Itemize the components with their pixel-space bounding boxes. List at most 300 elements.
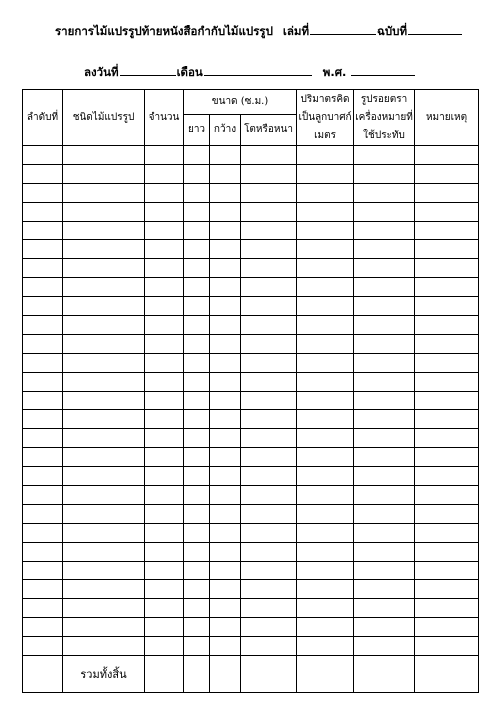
- table-cell[interactable]: [145, 240, 184, 259]
- table-cell[interactable]: [184, 618, 210, 637]
- table-cell[interactable]: [354, 297, 415, 316]
- table-cell[interactable]: [415, 202, 479, 221]
- table-cell[interactable]: [210, 353, 241, 372]
- table-row: [23, 146, 479, 165]
- table-cell[interactable]: [63, 164, 145, 183]
- table-cell[interactable]: [210, 334, 241, 353]
- table-cell[interactable]: [210, 504, 241, 523]
- table-cell[interactable]: [23, 259, 63, 278]
- table-cell[interactable]: [145, 523, 184, 542]
- table-cell[interactable]: [297, 202, 354, 221]
- table-row: [23, 240, 479, 259]
- col-header-length: ยาว: [184, 115, 210, 146]
- table-cell[interactable]: [184, 297, 210, 316]
- table-cell[interactable]: [184, 467, 210, 486]
- table-cell[interactable]: [415, 580, 479, 599]
- table-cell[interactable]: [145, 618, 184, 637]
- table-cell[interactable]: [23, 146, 63, 165]
- table-cell[interactable]: [241, 334, 297, 353]
- table-cell[interactable]: [145, 467, 184, 486]
- table-cell[interactable]: [415, 618, 479, 637]
- table-cell[interactable]: [241, 429, 297, 448]
- table-cell[interactable]: [415, 486, 479, 505]
- table-cell[interactable]: [23, 391, 63, 410]
- table-cell[interactable]: [210, 467, 241, 486]
- total-cell[interactable]: [354, 656, 415, 693]
- col-header-volume: ปริมาตรคิดเป็นลูกบาศก์เมตร: [297, 90, 354, 146]
- table-cell[interactable]: [184, 334, 210, 353]
- table-cell[interactable]: [63, 448, 145, 467]
- table-cell[interactable]: [415, 221, 479, 240]
- table-cell[interactable]: [354, 504, 415, 523]
- table-row: [23, 334, 479, 353]
- table-cell[interactable]: [415, 429, 479, 448]
- table-cell[interactable]: [297, 467, 354, 486]
- table-cell[interactable]: [210, 278, 241, 297]
- table-cell[interactable]: [415, 297, 479, 316]
- table-cell[interactable]: [297, 410, 354, 429]
- table-cell[interactable]: [63, 599, 145, 618]
- table-cell[interactable]: [184, 259, 210, 278]
- table-cell[interactable]: [297, 448, 354, 467]
- table-row: [23, 580, 479, 599]
- year-label: พ.ศ.: [322, 65, 347, 79]
- table-cell[interactable]: [415, 391, 479, 410]
- table-cell[interactable]: [297, 561, 354, 580]
- table-row: [23, 391, 479, 410]
- table-cell[interactable]: [354, 467, 415, 486]
- total-row: [23, 656, 479, 693]
- table-cell[interactable]: [145, 599, 184, 618]
- table-cell[interactable]: [241, 183, 297, 202]
- table-cell[interactable]: [63, 259, 145, 278]
- table-cell[interactable]: [184, 523, 210, 542]
- table-cell[interactable]: [297, 240, 354, 259]
- table-row: [23, 523, 479, 542]
- table-row: [23, 164, 479, 183]
- table-cell[interactable]: [297, 146, 354, 165]
- table-cell[interactable]: [241, 410, 297, 429]
- table-cell[interactable]: [241, 316, 297, 335]
- table-cell[interactable]: [415, 637, 479, 656]
- table-cell[interactable]: [184, 353, 210, 372]
- table-cell[interactable]: [241, 240, 297, 259]
- table-cell[interactable]: [145, 580, 184, 599]
- table-cell[interactable]: [23, 164, 63, 183]
- table-cell[interactable]: [241, 448, 297, 467]
- table-cell[interactable]: [210, 372, 241, 391]
- table-cell[interactable]: [184, 240, 210, 259]
- table-cell[interactable]: [184, 637, 210, 656]
- table-cell[interactable]: [354, 391, 415, 410]
- form-title-line: [55, 22, 463, 41]
- table-cell[interactable]: [297, 504, 354, 523]
- table-cell[interactable]: [145, 504, 184, 523]
- table-cell[interactable]: [241, 146, 297, 165]
- table-cell[interactable]: [23, 240, 63, 259]
- table-cell[interactable]: [23, 316, 63, 335]
- table-cell[interactable]: [415, 146, 479, 165]
- table-cell[interactable]: [145, 448, 184, 467]
- table-cell[interactable]: [241, 372, 297, 391]
- table-row: [23, 542, 479, 561]
- table-cell[interactable]: [23, 221, 63, 240]
- table-cell[interactable]: [241, 164, 297, 183]
- table-cell[interactable]: [297, 486, 354, 505]
- table-cell[interactable]: [145, 164, 184, 183]
- table-cell[interactable]: [210, 316, 241, 335]
- table-cell[interactable]: [297, 221, 354, 240]
- table-cell[interactable]: [297, 372, 354, 391]
- table-cell[interactable]: [184, 221, 210, 240]
- table-cell[interactable]: [415, 599, 479, 618]
- table-cell[interactable]: [184, 278, 210, 297]
- total-cell[interactable]: [23, 656, 63, 693]
- table-cell[interactable]: [297, 580, 354, 599]
- table-cell[interactable]: [241, 504, 297, 523]
- table-cell[interactable]: [63, 523, 145, 542]
- table-cell[interactable]: [210, 164, 241, 183]
- table-cell[interactable]: [241, 523, 297, 542]
- table-cell[interactable]: [145, 542, 184, 561]
- table-cell[interactable]: [63, 429, 145, 448]
- book-number-label: เล่มที่: [282, 24, 310, 38]
- table-cell[interactable]: [415, 353, 479, 372]
- table-cell[interactable]: [210, 561, 241, 580]
- table-cell[interactable]: [184, 561, 210, 580]
- table-cell[interactable]: [63, 316, 145, 335]
- table-cell[interactable]: [23, 448, 63, 467]
- table-cell[interactable]: [210, 618, 241, 637]
- table-row: [23, 504, 479, 523]
- table-cell[interactable]: [145, 391, 184, 410]
- table-cell[interactable]: [23, 429, 63, 448]
- date-label: ลงวันที่: [84, 65, 119, 79]
- total-cell[interactable]: [210, 656, 241, 693]
- table-row: [23, 316, 479, 335]
- table-cell[interactable]: [145, 297, 184, 316]
- table-cell[interactable]: [184, 391, 210, 410]
- table-cell[interactable]: [297, 637, 354, 656]
- total-cell[interactable]: [241, 656, 297, 693]
- table-cell[interactable]: [415, 561, 479, 580]
- table-cell[interactable]: [23, 523, 63, 542]
- table-cell[interactable]: [63, 240, 145, 259]
- table-cell[interactable]: [23, 637, 63, 656]
- table-cell[interactable]: [63, 486, 145, 505]
- table-cell[interactable]: [354, 334, 415, 353]
- total-cell[interactable]: [184, 656, 210, 693]
- lumber-list-table: [22, 89, 479, 693]
- table-cell[interactable]: [297, 334, 354, 353]
- table-cell[interactable]: [415, 316, 479, 335]
- table-cell[interactable]: [241, 637, 297, 656]
- table-cell[interactable]: [415, 504, 479, 523]
- table-cell[interactable]: [23, 561, 63, 580]
- table-cell[interactable]: [184, 542, 210, 561]
- table-cell[interactable]: [145, 316, 184, 335]
- table-cell[interactable]: [354, 183, 415, 202]
- table-cell[interactable]: [415, 372, 479, 391]
- table-cell[interactable]: [23, 542, 63, 561]
- table-cell[interactable]: [210, 410, 241, 429]
- table-cell[interactable]: [415, 334, 479, 353]
- year-field[interactable]: [351, 63, 415, 76]
- table-cell[interactable]: [184, 504, 210, 523]
- table-row: [23, 202, 479, 221]
- table-cell[interactable]: [184, 372, 210, 391]
- table-cell[interactable]: [184, 146, 210, 165]
- table-cell[interactable]: [241, 618, 297, 637]
- table-cell[interactable]: [184, 183, 210, 202]
- col-header-size-group: ขนาด (ซ.ม.): [184, 90, 297, 115]
- table-cell[interactable]: [23, 183, 63, 202]
- table-cell[interactable]: [354, 429, 415, 448]
- book-number-field[interactable]: [310, 22, 376, 35]
- table-cell[interactable]: [23, 410, 63, 429]
- table-cell[interactable]: [23, 467, 63, 486]
- table-cell[interactable]: [210, 542, 241, 561]
- table-cell[interactable]: [23, 580, 63, 599]
- table-cell[interactable]: [63, 202, 145, 221]
- table-cell[interactable]: [63, 580, 145, 599]
- table-cell[interactable]: [145, 221, 184, 240]
- table-cell[interactable]: [297, 542, 354, 561]
- col-header-lumber-type: ชนิดไม้แปรรูป: [63, 90, 145, 146]
- table-cell[interactable]: [241, 202, 297, 221]
- table-cell[interactable]: [297, 164, 354, 183]
- table-cell[interactable]: [354, 410, 415, 429]
- table-row: [23, 410, 479, 429]
- col-header-quantity: จำนวน: [145, 90, 184, 146]
- table-row: [23, 429, 479, 448]
- table-cell[interactable]: [63, 618, 145, 637]
- table-cell[interactable]: [63, 410, 145, 429]
- table-cell[interactable]: [63, 391, 145, 410]
- table-row: [23, 448, 479, 467]
- table-cell[interactable]: [210, 221, 241, 240]
- table-cell[interactable]: [354, 448, 415, 467]
- table-cell[interactable]: [145, 278, 184, 297]
- table-cell[interactable]: [63, 278, 145, 297]
- table-cell[interactable]: [354, 353, 415, 372]
- table-cell[interactable]: [354, 580, 415, 599]
- table-cell[interactable]: [354, 372, 415, 391]
- table-cell[interactable]: [145, 410, 184, 429]
- col-header-remarks: หมายเหตุ: [415, 90, 479, 146]
- table-cell[interactable]: [241, 599, 297, 618]
- table-cell[interactable]: [63, 372, 145, 391]
- copy-number-field[interactable]: [408, 22, 462, 35]
- table-cell[interactable]: [23, 297, 63, 316]
- table-cell[interactable]: [63, 467, 145, 486]
- table-cell[interactable]: [184, 599, 210, 618]
- table-cell[interactable]: [145, 561, 184, 580]
- table-cell[interactable]: [210, 146, 241, 165]
- table-row: [23, 372, 479, 391]
- col-header-seq: ลำดับที่: [23, 90, 63, 146]
- table-cell[interactable]: [354, 561, 415, 580]
- table-cell[interactable]: [241, 542, 297, 561]
- table-cell[interactable]: [297, 297, 354, 316]
- table-cell[interactable]: [354, 486, 415, 505]
- table-cell[interactable]: [23, 372, 63, 391]
- table-cell[interactable]: [297, 316, 354, 335]
- table-cell[interactable]: [241, 561, 297, 580]
- table-cell[interactable]: [184, 410, 210, 429]
- table-cell[interactable]: [210, 448, 241, 467]
- table-cell[interactable]: [23, 599, 63, 618]
- table-cell[interactable]: [210, 486, 241, 505]
- table-cell[interactable]: [297, 599, 354, 618]
- table-cell[interactable]: [354, 316, 415, 335]
- table-cell[interactable]: [415, 183, 479, 202]
- table-cell[interactable]: [23, 278, 63, 297]
- table-row: [23, 618, 479, 637]
- table-cell[interactable]: [145, 429, 184, 448]
- table-cell[interactable]: [63, 504, 145, 523]
- table-cell[interactable]: [145, 334, 184, 353]
- table-row: [23, 297, 479, 316]
- table-cell[interactable]: [415, 523, 479, 542]
- table-cell[interactable]: [297, 353, 354, 372]
- table-cell[interactable]: [241, 580, 297, 599]
- table-cell[interactable]: [415, 240, 479, 259]
- form-date-line: [84, 63, 416, 82]
- month-field[interactable]: [204, 63, 312, 76]
- table-cell[interactable]: [354, 542, 415, 561]
- date-field[interactable]: [120, 63, 176, 76]
- table-cell[interactable]: [210, 391, 241, 410]
- table-cell[interactable]: [354, 164, 415, 183]
- table-cell[interactable]: [145, 353, 184, 372]
- table-cell[interactable]: [354, 146, 415, 165]
- table-cell[interactable]: [145, 183, 184, 202]
- table-cell[interactable]: [297, 429, 354, 448]
- table-cell[interactable]: [63, 353, 145, 372]
- table-cell[interactable]: [241, 486, 297, 505]
- table-cell[interactable]: [210, 599, 241, 618]
- table-cell[interactable]: [297, 259, 354, 278]
- table-cell[interactable]: [23, 504, 63, 523]
- table-cell[interactable]: [241, 353, 297, 372]
- table-cell[interactable]: [241, 278, 297, 297]
- table-cell[interactable]: [184, 316, 210, 335]
- table-cell[interactable]: [354, 259, 415, 278]
- total-cell[interactable]: [415, 656, 479, 693]
- table-cell[interactable]: [415, 448, 479, 467]
- table-cell[interactable]: [297, 183, 354, 202]
- table-cell[interactable]: [23, 486, 63, 505]
- table-cell[interactable]: [145, 637, 184, 656]
- table-cell[interactable]: [415, 259, 479, 278]
- table-cell[interactable]: [354, 221, 415, 240]
- table-cell[interactable]: [23, 618, 63, 637]
- table-row: [23, 221, 479, 240]
- table-cell[interactable]: [210, 202, 241, 221]
- table-cell[interactable]: [415, 164, 479, 183]
- table-row: [23, 637, 479, 656]
- table-cell[interactable]: [63, 183, 145, 202]
- table-cell[interactable]: [415, 278, 479, 297]
- table-cell[interactable]: [415, 542, 479, 561]
- copy-number-label: ฉบับที่: [377, 24, 408, 38]
- table-cell[interactable]: [297, 391, 354, 410]
- table-cell[interactable]: [210, 523, 241, 542]
- table-cell[interactable]: [210, 259, 241, 278]
- table-cell[interactable]: [241, 259, 297, 278]
- table-cell[interactable]: [415, 410, 479, 429]
- table-cell[interactable]: [23, 353, 63, 372]
- table-row: [23, 561, 479, 580]
- table-row: [23, 486, 479, 505]
- table-cell[interactable]: [145, 146, 184, 165]
- total-cell[interactable]: [145, 656, 184, 693]
- total-cell[interactable]: [297, 656, 354, 693]
- table-cell[interactable]: [210, 297, 241, 316]
- table-cell[interactable]: [63, 561, 145, 580]
- table-cell[interactable]: [241, 221, 297, 240]
- table-cell[interactable]: [184, 486, 210, 505]
- table-cell[interactable]: [354, 523, 415, 542]
- table-cell[interactable]: [354, 278, 415, 297]
- table-cell[interactable]: [241, 467, 297, 486]
- table-cell[interactable]: [241, 297, 297, 316]
- col-header-stamp: รูปรอยตราเครื่องหมายที่ใช้ประทับ: [354, 90, 415, 146]
- table-cell[interactable]: [63, 542, 145, 561]
- form-title: รายการไม้แปรรูปท้ายหนังสือกำกับไม้แปรรูป: [55, 24, 273, 38]
- table-cell[interactable]: [297, 618, 354, 637]
- table-cell[interactable]: [184, 164, 210, 183]
- table-cell[interactable]: [210, 183, 241, 202]
- table-row: [23, 599, 479, 618]
- total-label: รวมทั้งสิ้น: [63, 656, 145, 693]
- table-cell[interactable]: [354, 240, 415, 259]
- table-cell[interactable]: [63, 146, 145, 165]
- table-cell[interactable]: [210, 580, 241, 599]
- table-cell[interactable]: [23, 334, 63, 353]
- table-cell[interactable]: [297, 523, 354, 542]
- table-cell[interactable]: [210, 429, 241, 448]
- table-cell[interactable]: [184, 580, 210, 599]
- table-cell[interactable]: [354, 599, 415, 618]
- table-cell[interactable]: [63, 221, 145, 240]
- month-label: เดือน: [176, 65, 203, 79]
- table-cell[interactable]: [145, 372, 184, 391]
- table-cell[interactable]: [63, 334, 145, 353]
- table-body: [23, 146, 479, 693]
- table-cell[interactable]: [184, 429, 210, 448]
- table-cell[interactable]: [184, 448, 210, 467]
- table-cell[interactable]: [354, 637, 415, 656]
- table-cell[interactable]: [23, 202, 63, 221]
- table-cell[interactable]: [145, 202, 184, 221]
- table-cell[interactable]: [63, 297, 145, 316]
- table-cell[interactable]: [210, 637, 241, 656]
- table-cell[interactable]: [354, 618, 415, 637]
- table-cell[interactable]: [354, 202, 415, 221]
- table-cell[interactable]: [145, 486, 184, 505]
- table-row: [23, 353, 479, 372]
- table-cell[interactable]: [210, 240, 241, 259]
- table-cell[interactable]: [63, 637, 145, 656]
- table-cell[interactable]: [241, 391, 297, 410]
- table-cell[interactable]: [184, 202, 210, 221]
- table-cell[interactable]: [297, 278, 354, 297]
- table-cell[interactable]: [145, 259, 184, 278]
- table-cell[interactable]: [415, 467, 479, 486]
- table-row: [23, 259, 479, 278]
